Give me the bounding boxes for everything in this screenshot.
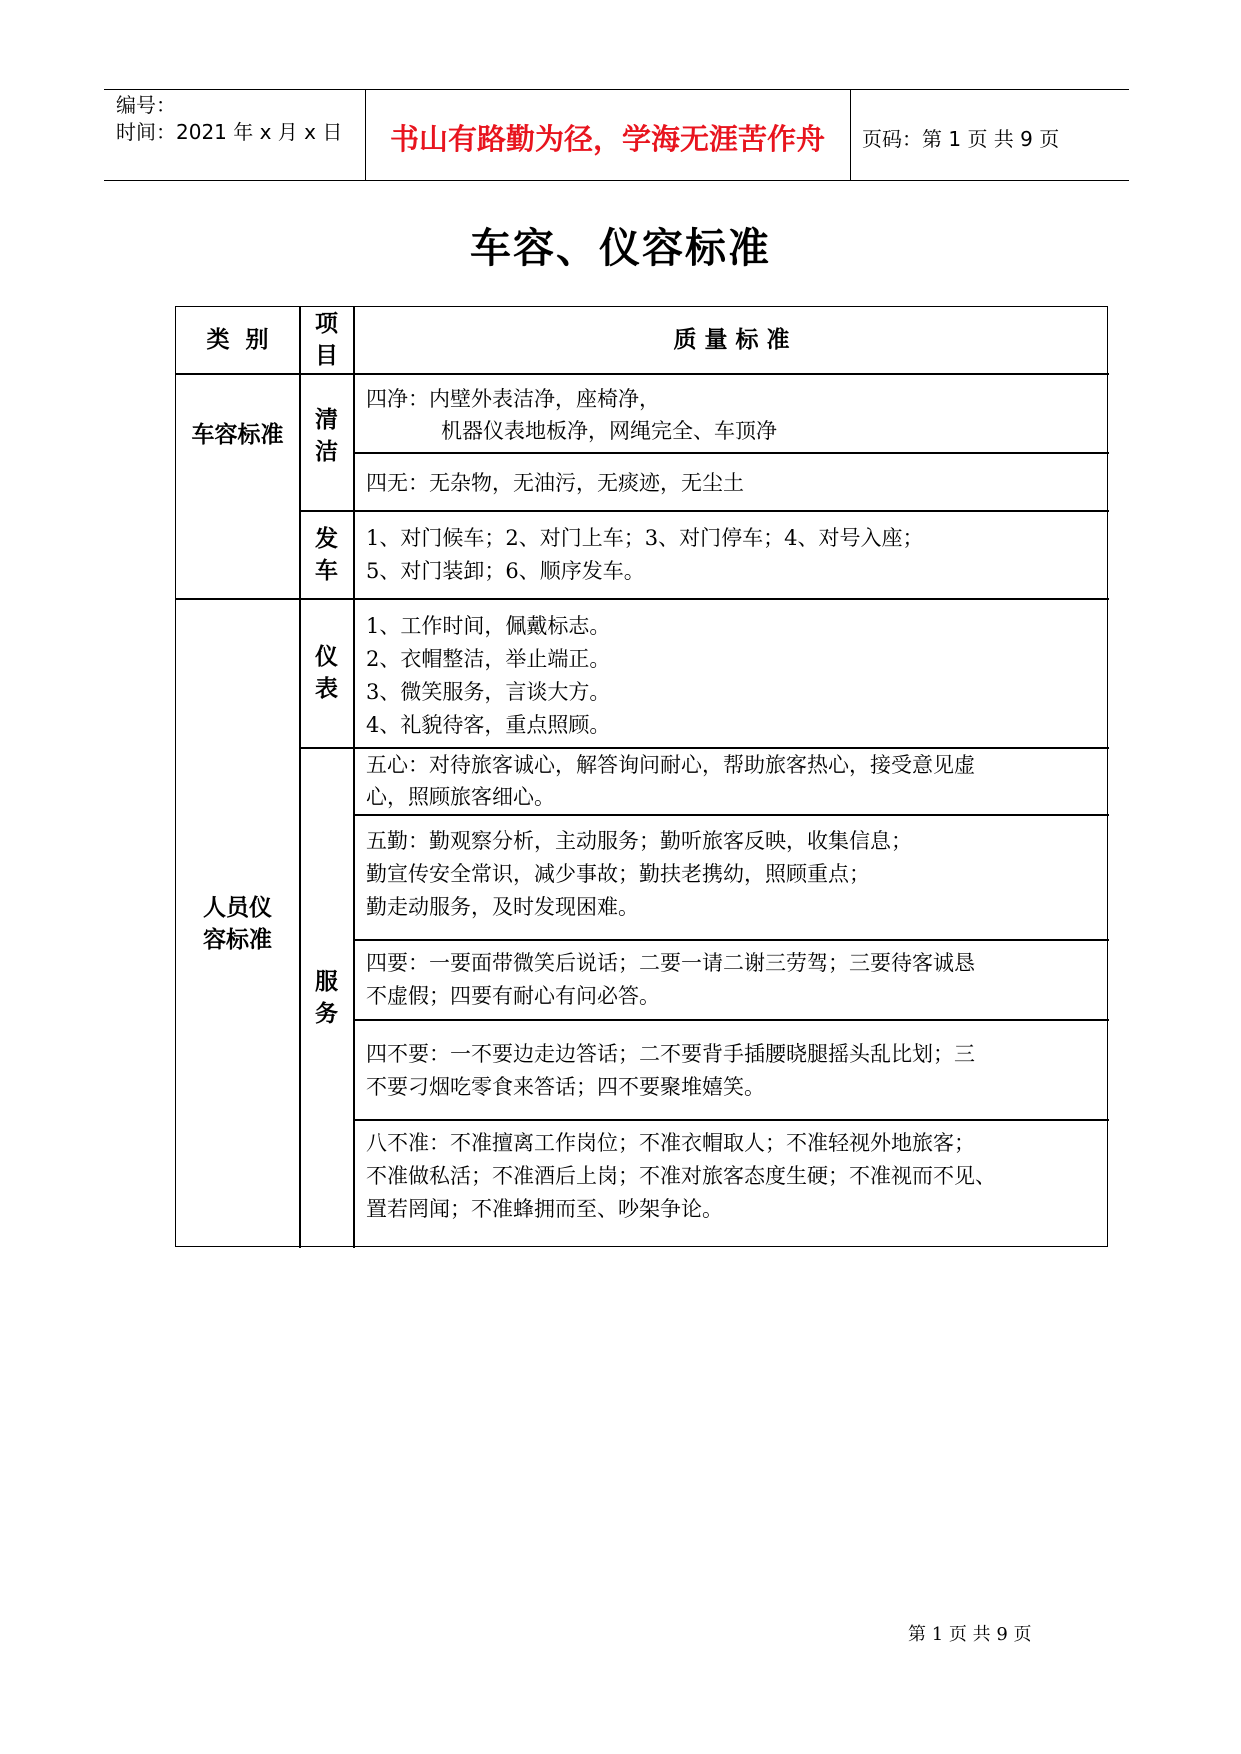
service-five-diligence-a: 五勤：勤观察分析，主动服务；勤听旅客反映，收集信息； [366,829,912,853]
service-four-musts-a: 四要：一要面带微笑后说话；二要一请二谢三劳驾；三要待客诚恳 [366,951,975,975]
standards-table [175,306,1108,1247]
service-five-hearts-b: 心，照顾旅客细心。 [366,785,555,809]
header-bottom-rule [104,180,1129,181]
appear-line-3: 3、微笑服务，言谈大方。 [366,680,611,704]
service-eight-prohibitions-c: 置若罔闻；不准蜂拥而至、吵架争论。 [366,1197,723,1221]
appear-line-2: 2、衣帽整洁，举止端正。 [366,647,611,671]
header-standard: 质 量 标 准 [673,327,790,353]
depart-line-a: 1、对门候车；2、对门上车；3、对门停车；4、对号入座； [366,526,924,550]
item-appearance: 仪表 [315,644,338,702]
category-staff: 人员仪容标准 [203,894,272,953]
header-page-label: 页码：第 1 页 共 9 页 [862,127,1060,151]
service-five-diligence-b: 勤宣传安全常识，减少事故；勤扶老携幼，照顾重点； [366,862,870,886]
category-vehicle: 车容标准 [191,422,284,448]
service-eight-prohibitions-a: 八不准：不准擅离工作岗位；不准衣帽取人；不准轻视外地旅客； [366,1131,975,1155]
service-five-hearts-a: 五心：对待旅客诚心，解答询问耐心，帮助旅客热心，接受意见虚 [366,753,975,777]
service-five-diligence-c: 勤走动服务，及时发现困难。 [366,895,639,919]
row-divider-s4 [353,1019,1109,1021]
row-divider-s3 [353,939,1109,941]
row-divider-s5 [353,1119,1109,1121]
clean-line-2: 四无：无杂物，无油污，无痰迹，无尘土 [366,471,744,495]
time-label: 时间：2021 年 x 月 x 日 [116,120,343,144]
row-divider-clean-2 [353,452,1109,454]
row-divider-s2 [353,814,1109,816]
footer-page-number: 第 1 页 共 9 页 [908,1624,1032,1645]
clean-line-1a: 四净：内壁外表洁净，座椅净， [366,387,660,411]
service-four-donts-b: 不要刁烟吃零食来答话；四不要聚堆嬉笑。 [366,1075,765,1099]
service-four-musts-b: 不虚假；四要有耐心有问必答。 [366,984,660,1008]
document-title: 车容、仪容标准 [470,224,771,272]
service-four-donts-a: 四不要：一不要边走边答话；二不要背手插腰晓腿摇头乱比划；三 [366,1042,975,1066]
item-service: 服务 [315,969,338,1027]
clean-line-1b: 机器仪表地板净，网绳完全、车顶净 [441,419,777,443]
item-depart: 发车 [315,525,338,584]
motto: 书山有路勤为径，学海无涯苦作舟 [390,122,826,156]
appear-line-1: 1、工作时间，佩戴标志。 [366,614,611,638]
header-category: 类 别 [206,327,269,353]
service-eight-prohibitions-b: 不准做私活；不准酒后上岗；不准对旅客态度生硬；不准视而不见、 [366,1164,996,1188]
header-divider-left [365,90,366,180]
header-divider-right [850,90,851,180]
appear-line-4: 4、礼貌待客，重点照顾。 [366,713,611,737]
item-clean: 清洁 [315,407,338,465]
header-item: 项目 [315,311,338,369]
serial-label: 编号： [116,93,176,117]
header-top-rule [104,89,1129,90]
depart-line-b: 5、对门装卸；6、顺序发车。 [366,559,645,583]
col-divider-2 [353,307,355,1248]
row-divider-depart [299,510,1109,512]
